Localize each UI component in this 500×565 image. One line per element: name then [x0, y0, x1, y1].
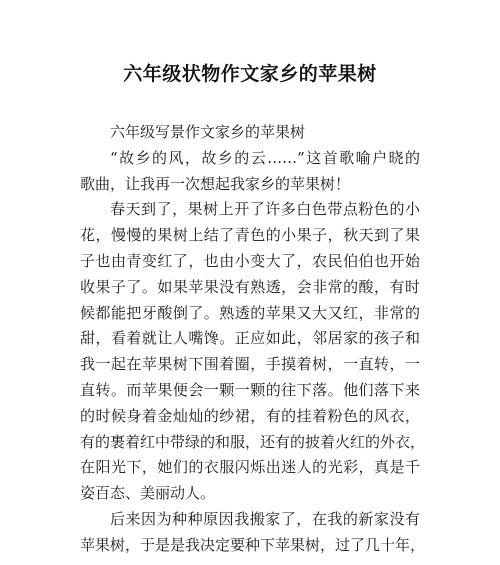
body-line: 苹果树，于是是我决定要种下苹果树，过了几十年， — [80, 535, 426, 554]
body-line: 直转。而苹果便会一颗一颗的往下落。他们落下来 — [80, 380, 420, 399]
body-line: 后来因为种种原因我搬家了，在我的新家没有 — [110, 509, 420, 528]
body-line: 的时候身着金灿灿的纱裙，有的挂着粉色的风衣， — [80, 406, 420, 425]
body-line: 花，慢慢的果树上结了青色的小果子，秋天到了果 — [80, 226, 420, 245]
body-line: 候都能把牙酸倒了。熟透的苹果又大又红，非常的 — [80, 303, 420, 322]
body-line: 六年级写景作文家乡的苹果树 — [110, 123, 306, 141]
body-line: 姿百态、美丽动人。 — [80, 484, 216, 503]
body-line: 春天到了，果树上开了许多白色带点粉色的小 — [110, 200, 420, 219]
body-line: “故乡的风，故乡的云……”这首歌喻户晓的 — [110, 148, 420, 167]
body-line: 子也由青变红了，也由小变大了，农民伯伯也开始 — [80, 251, 420, 270]
document-title: 六年级状物作文家乡的苹果树 — [123, 63, 377, 85]
body-line: 收果子了。如果苹果没有熟透，会非常的酸，有时 — [80, 277, 420, 296]
body-line: 甜，看着就让人嘴馋。正应如此，邻居家的孩子和 — [80, 329, 420, 348]
body-line: 在阳光下，她们的衣服闪烁出迷人的光彩，真是千 — [80, 458, 420, 477]
body-line: 有的裹着红中带绿的和服，还有的披着火红的外衣， — [80, 432, 426, 451]
body-line: 我一起在苹果树下围着圈，手摸着树，一直转，一 — [80, 355, 420, 374]
body-line: 歌曲，让我再一次想起我家乡的苹果树！ — [80, 174, 351, 193]
document-body — [80, 120, 426, 559]
